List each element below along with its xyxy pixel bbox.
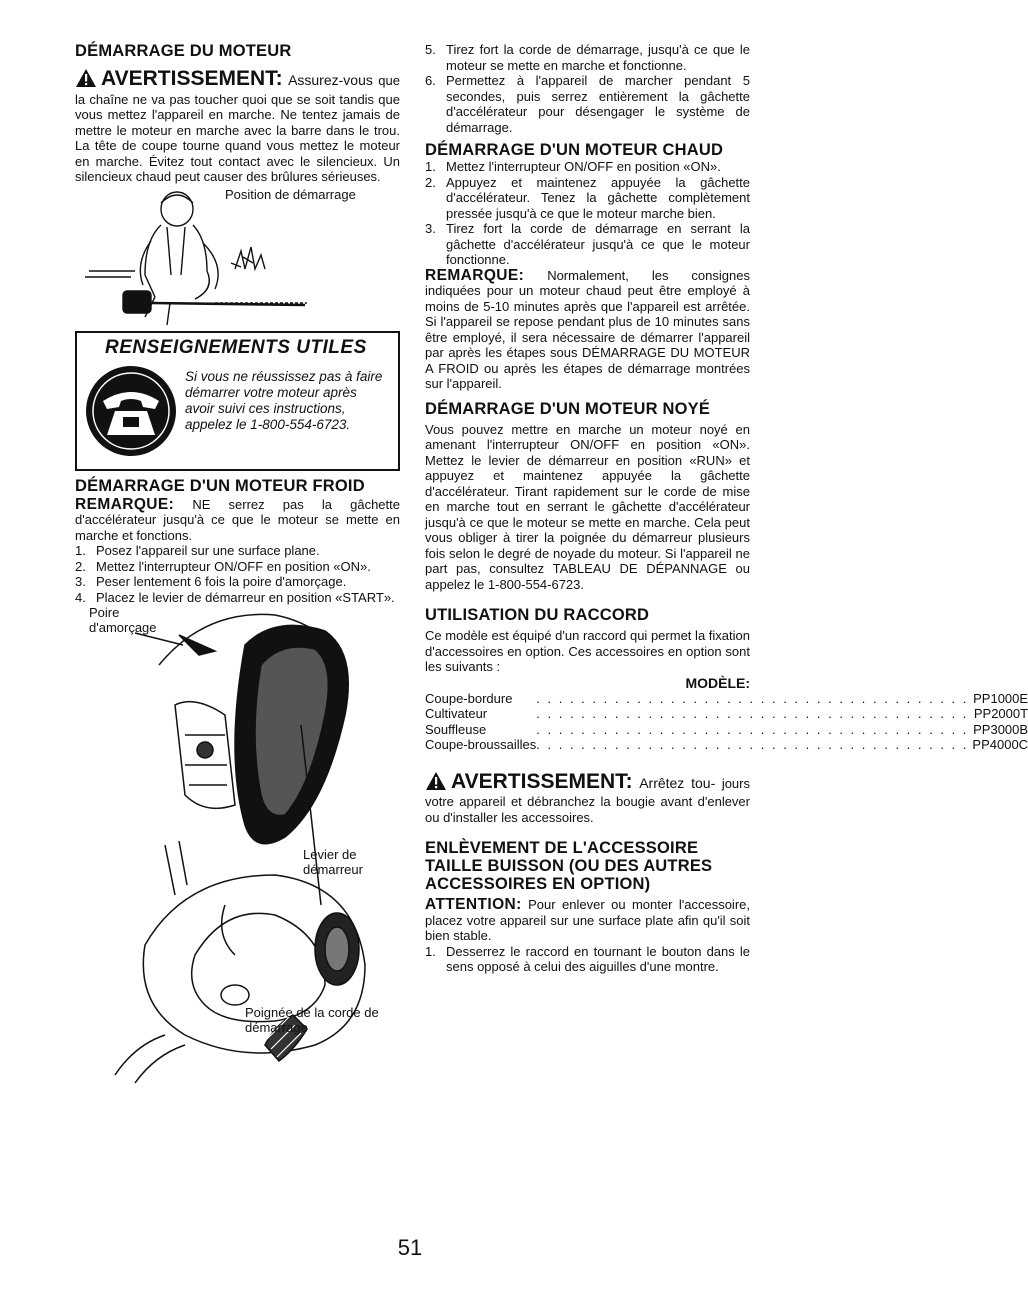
table-row: Souffleuse . . . . . . . . . . . . . . . . . . . . . . . . . . . . . . . . . . . . . . . PP3000B xyxy=(425,721,1028,737)
tips-text: Si vous ne réussissez pas à faire démarrer votre moteur après avoir suivi ces instructions, appelez le 1-800-554-6723. xyxy=(185,368,383,432)
starting-position-figure xyxy=(75,185,400,327)
list-item: 1. Desserrez le raccord en tournant le bouton dans le sens opposé à celui des aiguilles d'une montre. xyxy=(425,943,750,974)
warning-label: AVERTISSEMENT: xyxy=(451,769,633,793)
figure1-caption: Position de démarrage xyxy=(225,186,356,202)
warm-start-note xyxy=(425,268,750,392)
table-row: Coupe-bordure . . . . . . . . . . . . . . . . . . . . . . . . . . . . . . . . . . . . . . . PP1000E xyxy=(425,690,1028,706)
list-item: 2. Mettez l'interrupteur ON/OFF en position «ON». xyxy=(75,558,371,574)
right-column xyxy=(425,42,1028,975)
warning-paragraph-2 xyxy=(425,771,750,826)
page-number: 51 xyxy=(397,1235,423,1260)
starter-lever-label: Levier de démarreur xyxy=(303,847,363,877)
list-item: 3. Peser lentement 6 fois la poire d'amorçage. xyxy=(75,574,347,589)
list-item: 5. Tirez fort la corde de démarrage, jusqu'à ce que le moteur se mette en marche et fonctionne. xyxy=(425,42,750,73)
table-row: Coupe-broussailles . . . . . . . . . . . . . . . . . . . . . . . . . . . . . . . . . . . . . . . PP4000C xyxy=(425,737,1028,752)
model-column-header: MODÈLE: xyxy=(685,674,750,691)
attention-label: ATTENTION: xyxy=(425,896,522,913)
warning-body: que la chaîne ne va pas toucher quoi que se soit tandis que vous mettez l'appareil en marche. Ne tentez jamais de mettre le moteur en marche avec la barre dans le trou. La tête de coupe tourne quand vous mettez le moteur en marche. Évitez tout contact avec le silencieux. Un silencieux chaud peut causer des brûlures sérieuses. xyxy=(75,73,400,184)
starting-position-illustration xyxy=(75,185,400,327)
warning-label: AVERTISSEMENT: xyxy=(101,67,283,90)
cold-start-heading: DÉMARRAGE D'UN MOTEUR FROID xyxy=(75,476,365,495)
cold-note-text: NE serrez pas la gâchette d'accélérateur jusqu'à ce que le moteur se mette en marche et fonctions. xyxy=(75,496,400,543)
attention-text: Pour enlever ou monter l'accessoire, placez votre appareil sur une surface plate afin qu'il soit bien stable. xyxy=(425,897,750,943)
phone-icon xyxy=(85,365,177,457)
list-item: 1. Mettez l'interrupteur ON/OFF en position «ON». xyxy=(425,159,721,174)
coupler-text: Ce modèle est équipé d'un raccord qui permet la fixation d'accessoires en option. Ces accessoires en option sont les suivants : xyxy=(425,628,750,674)
warning-triangle-icon xyxy=(75,68,97,92)
left-column xyxy=(75,42,400,1085)
coupler-heading: UTILISATION DU RACCORD xyxy=(425,606,650,624)
flooded-start-text: Vous pouvez mettre en marche un moteur noyé en amenant l'interrupteur ON/OFF en position «ON». Mettez le levier de démarreur en position «RUN» et appuyez et maintenez appuyée la gâchette d'accélérateur. Tirant rapidement sur le corde de mise en marche tout en serrant le gâchette d'accélérateur jusqu'à ce que le moteur se mette en marche. Cela peut vous obliger à tirer la poignée du démarreur plusieurs fois selon le degré de noyade du moteur. Si l'appareil ne part pas, consultez TABLEAU DE DÉPANNAGE ou appelez le 1-800-554-6723. xyxy=(425,421,750,592)
warning-lead: Arrêtez tou- xyxy=(639,774,716,791)
warning-triangle-icon xyxy=(425,771,447,795)
engine-parts-figure xyxy=(75,605,400,1085)
warm-note-label: REMARQUE: xyxy=(425,266,525,284)
cold-start-steps-continued xyxy=(425,42,750,135)
start-engine-heading: DÉMARRAGE DU MOTEUR xyxy=(75,42,292,60)
list-item: 2. Appuyez et maintenez appuyée la gâchette d'accélérateur. Tenez la gâchette complètement pressée jusqu'à ce que le moteur marche bien. xyxy=(425,174,750,221)
cold-start-note xyxy=(75,497,400,544)
attention-paragraph xyxy=(425,897,750,944)
list-item: 4. Placez le levier de démarreur en position «START». xyxy=(75,589,395,605)
warning-lead: Assurez-vous xyxy=(288,72,373,88)
removal-steps xyxy=(425,944,750,975)
warm-start-steps xyxy=(425,159,750,268)
flooded-start-heading: DÉMARRAGE D'UN MOTEUR NOYÉ xyxy=(425,399,711,418)
warning-body: jours votre appareil et débranchez la bougie avant d'enlever ou d'installer les accessoires. xyxy=(425,775,750,825)
primer-bulb-label: Poire d'amorçage xyxy=(89,605,157,635)
warning-paragraph-1 xyxy=(75,68,400,185)
warm-start-heading: DÉMARRAGE D'UN MOTEUR CHAUD xyxy=(425,141,724,159)
tips-title: RENSEIGNEMENTS UTILES xyxy=(105,336,367,358)
list-item: 6. Permettez à l'appareil de marcher pendant 5 secondes, puis serrez entièrement la gâchette d'accélérateur pour désengager le système de démarrage. xyxy=(425,73,750,135)
starter-handle-label: Poignée de la corde de démarrage xyxy=(245,1005,379,1035)
accessory-removal-heading: ENLÈVEMENT DE L'ACCESSOIRE TAILLE BUISSON (OU DES AUTRES ACCESSOIRES EN OPTION) xyxy=(425,839,713,893)
warm-note-text: Normalement, les consignes indiquées pour un moteur chaud peut être employé à moins de 5-10 minutes après que l'appareil est arrêtée. Si l'appareil se repose pendant plus de 10 minutes sans être employé, il sera nécessaire de démarrer l'appareil par après les étapes sous DÉMARRAGE DU MOTEUR A FROID ou après les étapes de démarrage montrées sur l'appareil. xyxy=(425,267,750,391)
table-row: Cultivateur . . . . . . . . . . . . . . . . . . . . . . . . . . . . . . . . . . . . . . . PP2000T xyxy=(425,706,1028,721)
cold-note-label: REMARQUE: xyxy=(75,495,175,513)
helpful-tips-box xyxy=(75,331,400,471)
list-item: 1. Posez l'appareil sur une surface plane. xyxy=(75,543,320,558)
cold-start-steps xyxy=(75,543,400,605)
accessory-models-table xyxy=(425,691,1028,753)
list-item: 3. Tirez fort la corde de démarrage en serrant la gâchette d'accélérateur jusqu'à ce que le moteur fonctionne. xyxy=(425,221,750,267)
